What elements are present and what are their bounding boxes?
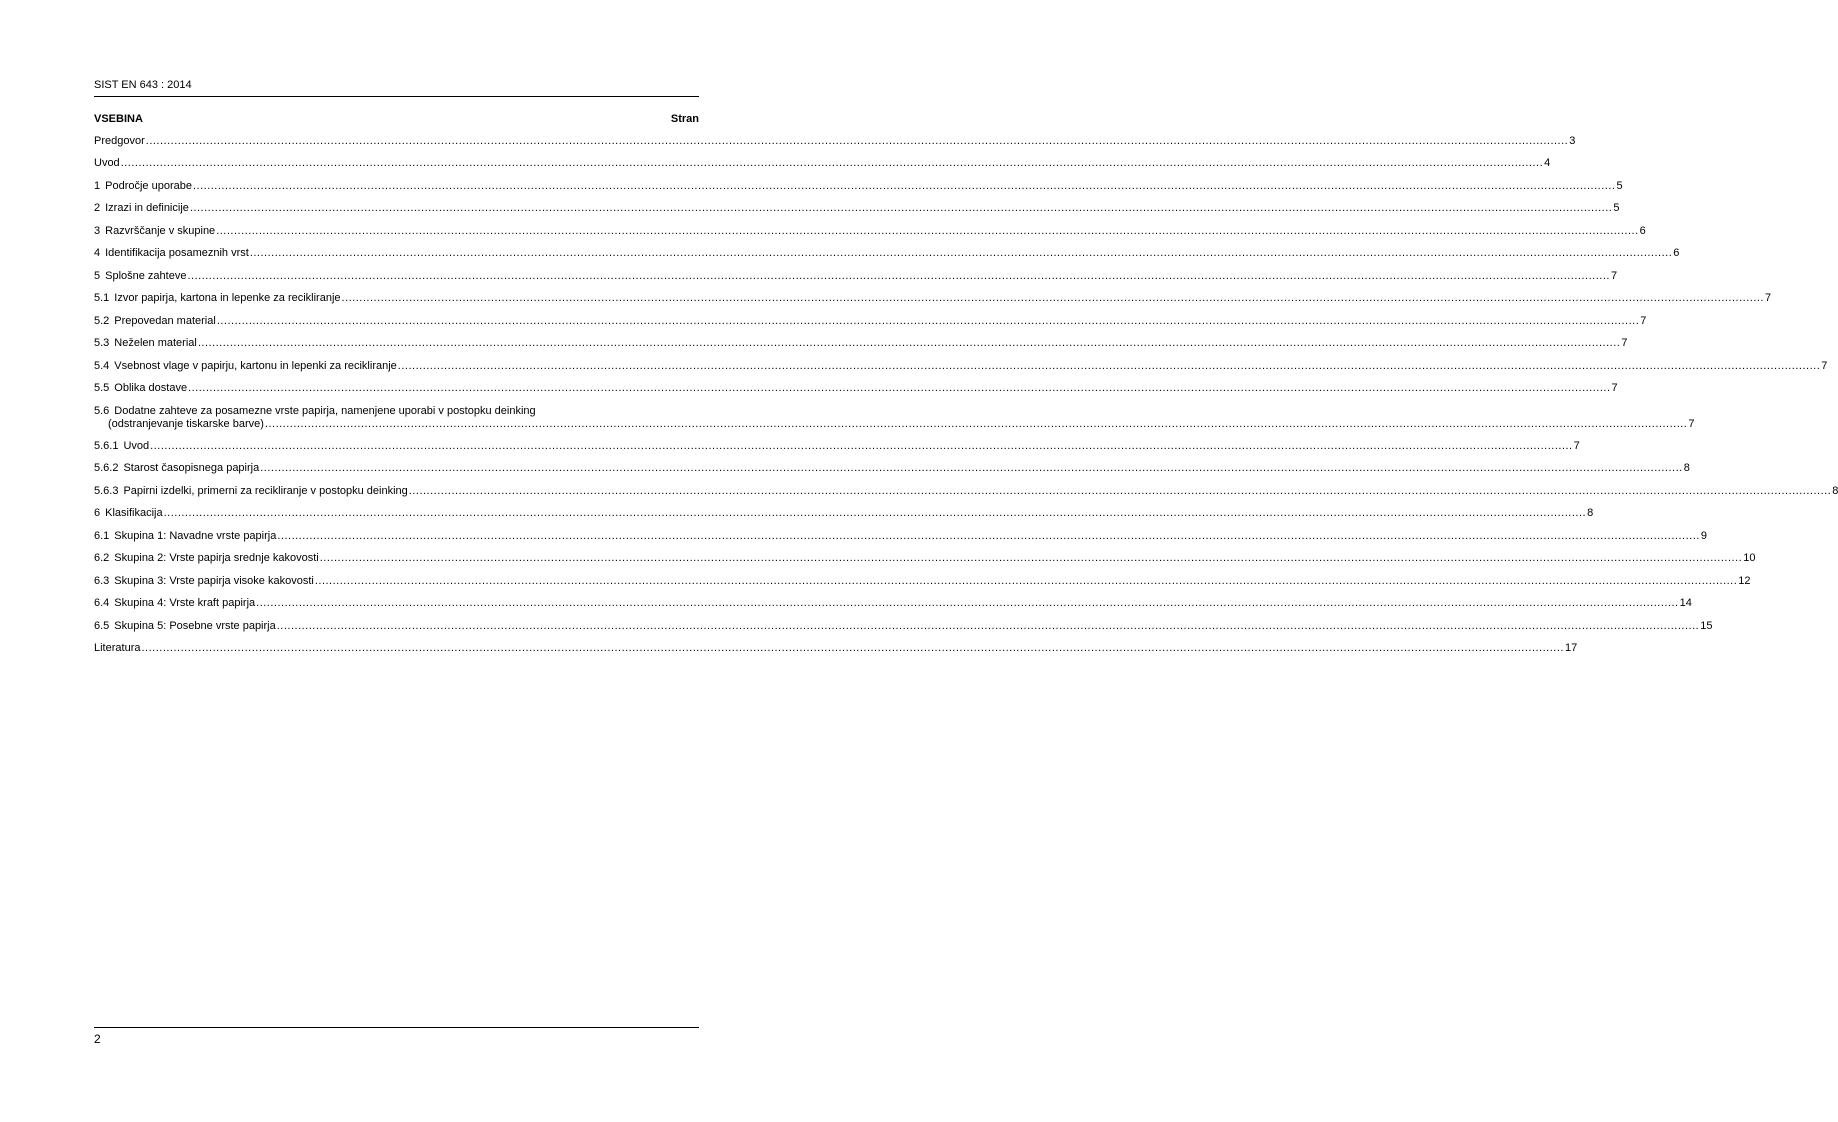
toc-entry-page: 12 — [1738, 575, 1751, 587]
page-header — [94, 76, 699, 97]
toc-entry-page: 6 — [1639, 225, 1646, 237]
toc-entry-label: Prepovedan material — [114, 315, 216, 327]
toc-title: VSEBINA — [94, 113, 143, 125]
toc-entry-label: Papirni izdelki, primerni za recikliranje v postopku deinking — [123, 485, 408, 497]
toc-entry-label: Skupina 5: Posebne vrste papirja — [114, 620, 276, 632]
toc-entry-number: 5.3 — [94, 337, 110, 349]
toc-entry-page: 6 — [1673, 247, 1680, 259]
toc-entry-number: 5.1 — [94, 292, 110, 304]
toc-entry[interactable] — [94, 180, 1623, 193]
toc-entry-label: Neželen material — [114, 337, 197, 349]
toc-entry-label: Uvod — [94, 157, 120, 169]
toc-entry-page: 7 — [1640, 315, 1647, 327]
toc-entry[interactable] — [94, 440, 1580, 453]
toc-entry-page: 8 — [1832, 485, 1838, 497]
toc-entry[interactable] — [94, 552, 1756, 565]
toc-entry[interactable] — [94, 135, 1576, 148]
toc-dot-leader: ................................................................................................................................................................................................................................................................................................................................................................................................................ — [341, 292, 1764, 304]
toc-dot-leader: ................................................................................................................................................................................................................................................................................................................................................................................................................ — [120, 157, 1544, 169]
toc-entry-number: 6.2 — [94, 552, 110, 564]
toc-entry-label: Dodatne zahteve za posamezne vrste papirja, namenjene uporabi v postopku deinking — [114, 405, 536, 417]
toc-entry-label: Splošne zahteve — [105, 270, 187, 282]
toc-dot-leader: ................................................................................................................................................................................................................................................................................................................................................................................................................ — [188, 382, 1611, 394]
toc-entry-label: Literatura — [94, 642, 141, 654]
toc-entry-label: Uvod — [123, 440, 150, 452]
toc-entry-number: 2 — [94, 202, 101, 214]
toc-entry[interactable] — [94, 485, 1838, 498]
toc-dot-leader: ................................................................................................................................................................................................................................................................................................................................................................................................................ — [314, 575, 1738, 587]
toc-dot-leader: ................................................................................................................................................................................................................................................................................................................................................................................................................ — [276, 620, 1700, 632]
toc-entry[interactable] — [94, 405, 1695, 431]
toc-entry-page: 7 — [1573, 440, 1580, 452]
toc-entry-page: 7 — [1688, 418, 1695, 430]
toc-dot-leader: ................................................................................................................................................................................................................................................................................................................................................................................................................ — [249, 247, 1673, 259]
toc-entry-label: Vsebnost vlage v papirju, kartonu in lepenki za recikliranje — [114, 360, 397, 372]
toc-entry-page: 5 — [1613, 202, 1620, 214]
toc-entry[interactable] — [94, 620, 1713, 633]
toc-dot-leader: ................................................................................................................................................................................................................................................................................................................................................................................................................ — [216, 315, 1640, 327]
toc-entry-page: 4 — [1544, 157, 1551, 169]
toc-entry-page: 17 — [1564, 642, 1578, 654]
toc-dot-leader: ................................................................................................................................................................................................................................................................................................................................................................................................................ — [408, 485, 1832, 497]
toc-entry-label: Starost časopisnega papirja — [123, 462, 260, 474]
toc-dot-leader: ................................................................................................................................................................................................................................................................................................................................................................................................................ — [277, 530, 1700, 542]
toc-entry-page: 7 — [1765, 292, 1772, 304]
toc-entry-number: 6.1 — [94, 530, 110, 542]
toc-entry-label: Klasifikacija — [105, 507, 163, 519]
document-id: SIST EN 643 : 2014 — [94, 79, 192, 91]
toc-entry-number: 5.6.1 — [94, 440, 119, 452]
toc-entry[interactable] — [94, 575, 1751, 588]
toc-entry[interactable] — [94, 337, 1628, 350]
toc-entry[interactable] — [94, 642, 1578, 655]
toc-entry-label: Skupina 1: Navadne vrste papirja — [114, 530, 277, 542]
page-footer — [94, 1027, 699, 1046]
toc-entry-page: 7 — [1621, 337, 1628, 349]
toc-entry-page: 14 — [1679, 597, 1692, 609]
toc-dot-leader: ................................................................................................................................................................................................................................................................................................................................................................................................................ — [264, 418, 1688, 430]
toc-entry-number: 5.2 — [94, 315, 110, 327]
toc-entry-label: Predgovor — [94, 135, 145, 147]
toc-entry-number: 6 — [94, 507, 101, 519]
toc-entry[interactable] — [94, 315, 1647, 328]
toc-entry-page: 15 — [1700, 620, 1713, 632]
toc-entry-page: 5 — [1616, 180, 1623, 192]
toc-entry-label: Razvrščanje v skupine — [105, 225, 216, 237]
toc-entry[interactable] — [94, 360, 1828, 373]
toc-entry-page: 7 — [1610, 270, 1618, 282]
toc-dot-leader: ................................................................................................................................................................................................................................................................................................................................................................................................................ — [260, 462, 1683, 474]
toc-entry-number: 6.3 — [94, 575, 110, 587]
toc-dot-leader: ................................................................................................................................................................................................................................................................................................................................................................................................................ — [256, 597, 1679, 609]
toc-dot-leader: ................................................................................................................................................................................................................................................................................................................................................................................................................ — [150, 440, 1573, 452]
toc-entry[interactable] — [94, 157, 1551, 170]
toc-dot-leader: ................................................................................................................................................................................................................................................................................................................................................................................................................ — [397, 360, 1821, 372]
toc-entry[interactable] — [94, 247, 1680, 260]
toc-entry-number: 5.5 — [94, 382, 110, 394]
toc-entry-label: Skupina 4: Vrste kraft papirja — [114, 597, 256, 609]
toc-entry-number: 5 — [94, 270, 101, 282]
toc-dot-leader: ................................................................................................................................................................................................................................................................................................................................................................................................................ — [163, 507, 1587, 519]
toc-entry-label: Skupina 2: Vrste papirja srednje kakovosti — [114, 552, 319, 564]
toc-dot-leader: ................................................................................................................................................................................................................................................................................................................................................................................................................ — [145, 135, 1569, 147]
toc-entry-number: 4 — [94, 247, 101, 259]
toc-dot-leader: ................................................................................................................................................................................................................................................................................................................................................................................................................ — [189, 202, 1613, 214]
toc-entry-label: Izrazi in definicije — [105, 202, 189, 214]
toc-entry-label: Izvor papirja, kartona in lepenke za recikliranje — [114, 292, 341, 304]
toc-entry-number: 6.5 — [94, 620, 110, 632]
toc-entry-page: 7 — [1821, 360, 1828, 372]
toc-entry-page: 8 — [1683, 462, 1690, 474]
toc-entry-label: Oblika dostave — [114, 382, 188, 394]
toc-entry-page: 9 — [1700, 530, 1707, 542]
toc-entry-page: 8 — [1587, 507, 1594, 519]
toc-entry-number: 1 — [94, 180, 101, 192]
toc-entry-label: Področje uporabe — [105, 180, 192, 192]
toc-entry-label: Skupina 3: Vrste papirja visoke kakovosti — [114, 575, 314, 587]
toc-entry[interactable] — [94, 202, 1620, 215]
toc-entry-number: 5.6 — [94, 405, 110, 417]
toc-entry-number: 5.4 — [94, 360, 110, 372]
toc-entry-number: 6.4 — [94, 597, 110, 609]
toc-entry-number: 3 — [94, 225, 101, 237]
toc-entry-page: 10 — [1743, 552, 1756, 564]
toc-dot-leader: ................................................................................................................................................................................................................................................................................................................................................................................................................ — [192, 180, 1616, 192]
toc-entry[interactable] — [94, 530, 1707, 543]
toc-entry[interactable] — [94, 270, 1618, 283]
toc-entry-label: Identifikacija posameznih vrst — [105, 247, 249, 259]
toc-entry[interactable] — [94, 225, 1646, 238]
toc-dot-leader: ................................................................................................................................................................................................................................................................................................................................................................................................................ — [197, 337, 1621, 349]
toc-entry-label-continuation: (odstranjevanje tiskarske barve) — [108, 418, 264, 430]
toc-entry[interactable] — [94, 382, 1618, 395]
toc-entry[interactable] — [94, 462, 1690, 475]
toc-entry[interactable] — [94, 597, 1692, 610]
toc-dot-leader: ................................................................................................................................................................................................................................................................................................................................................................................................................ — [319, 552, 1743, 564]
toc-page-column-label: Stran — [670, 113, 699, 125]
toc-dot-leader: ................................................................................................................................................................................................................................................................................................................................................................................................................ — [216, 225, 1639, 237]
toc-heading — [94, 113, 699, 129]
toc-entry[interactable] — [94, 507, 1594, 520]
toc-entry-number: 5.6.2 — [94, 462, 119, 474]
toc-entry-page: 7 — [1611, 382, 1618, 394]
toc-dot-leader: ................................................................................................................................................................................................................................................................................................................................................................................................................ — [141, 642, 1564, 654]
toc-dot-leader: ................................................................................................................................................................................................................................................................................................................................................................................................................ — [187, 270, 1610, 282]
toc-entry[interactable] — [94, 292, 1772, 305]
toc-entry-number: 5.6.3 — [94, 485, 119, 497]
toc-entry-page: 3 — [1569, 135, 1576, 147]
page-number: 2 — [94, 1032, 101, 1046]
